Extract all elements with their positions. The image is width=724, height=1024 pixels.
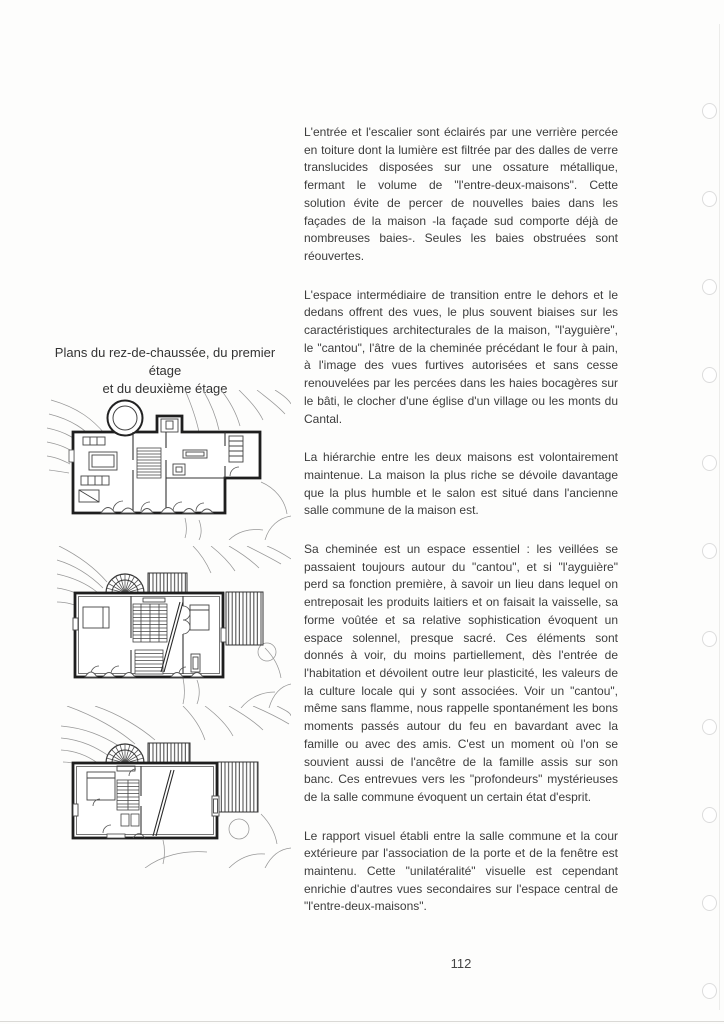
binder-hole [702, 983, 717, 999]
scan-bottom-edge [0, 1021, 724, 1022]
page-edge-line [719, 24, 720, 1010]
page-number: 112 [450, 956, 472, 971]
floor-plan-second-floor [33, 706, 291, 868]
binder-hole [702, 103, 717, 119]
binder-hole [702, 807, 717, 823]
paragraph: Sa cheminée est un espace essentiel : les veillées se passaient toujours autour du "cantou", et si "l'ayguière" perd sa fonction première, à savoir un lieu dans lequel on entreposait les produits laitiers et on faisait la vaisselle, sa forme voûtée et sa relative sophistication évoquent un espace solennel, presque sacré. Ces éléments sont donnés à voir, du moins partiellement, dès l'entrée de l'habitation et dévoilent outre leur plasticité, les valeurs de la culture locale qui y sont associées. Voir un "cantou", même sans flamme, nous rappelle spontanément les bons moments passés autour du feu en bavardant avec la famille ou avec des amis. C'est un moment où l'on se souvient aussi de l'ancêtre de la famille assis sur son banc. Ces entrevues vers les "profondeurs" mystérieuses de la salle commune évoquent un certain état d'esprit. [304, 542, 618, 804]
binder-hole [702, 719, 717, 735]
outer-wall [73, 763, 217, 838]
binder-hole [702, 895, 717, 911]
floor-plan-first-floor [33, 546, 291, 708]
binder-hole [702, 279, 717, 295]
floor-plan-ground-floor [33, 390, 291, 540]
binder-hole [702, 543, 717, 559]
staircase [133, 604, 167, 674]
binder-hole [702, 367, 717, 383]
paragraph: L'entrée et l'escalier sont éclairés par une verrière percée en toiture dont la lumière est filtrée par des dalles de verre translucides disposées sur une ossature métallique, fermant le volume de "l'entre-deux-maisons". Cette solution évite de percer de nouvelles baies dans les façades de la maison -la façade sud comporte déjà de nombreuses baies-. Seules les baies obstruées sont réouvertes. [304, 125, 618, 263]
paragraph: La hiérarchie entre les deux maisons est volontairement maintenue. La maison la plus riche se dévoile davantage que la plus humble et le salon est situé dans l'ancienne salle commune de la maison est. [304, 450, 618, 518]
round-tower [108, 401, 143, 436]
caption-line-1: Plans du rez-de-chaussée, du premier étage [54, 345, 276, 378]
paragraph: L'espace intermédiaire de transition entre le dehors et le dedans offrent des vues, le plus souvent biaises sur les caractéristiques architecturales de la maison, "l'ayguière", le "cantou", l'âtre de la cheminée précédant le four à pain, à l'image des vues furtives autorisées et sans cesse renouvelées par les percées dans les haies bocagères sur le bâti, le clocher d'une église d'un village ou les monts du Cantal. [304, 287, 618, 426]
paragraph: Le rapport visuel établi entre la salle commune et la cour extérieure par l'association de la porte et de la fenêtre est maintenu. Cette "unilatéralité" visuelle est cependant enrichie d'autres vues secondaires sur l'espace central de "l'entre-deux-maisons". [304, 828, 618, 914]
caption-line-2: et du deuxième étage [102, 381, 228, 396]
binder-hole [702, 191, 717, 207]
binder-hole [702, 455, 717, 471]
binder-hole [702, 631, 717, 647]
staircase [137, 448, 161, 478]
body-text [304, 124, 618, 937]
